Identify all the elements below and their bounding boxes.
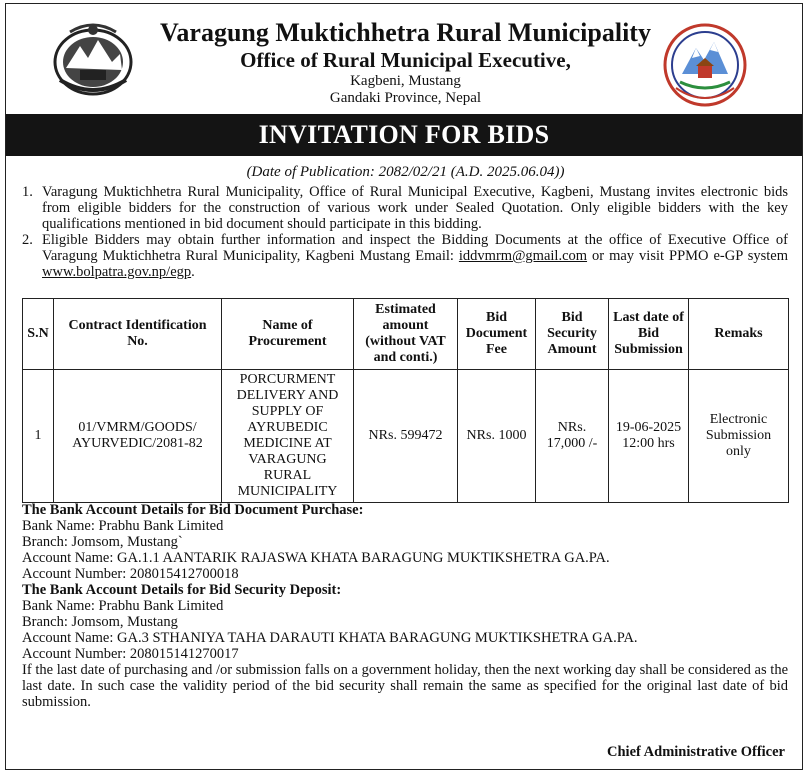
purchase-heading: The Bank Account Details for Bid Document Purchase: (22, 502, 364, 518)
cell-bid-fee: NRs. 1000 (458, 370, 536, 503)
purchase-account-name: Account Name: GA.1.1 AANTARIK RAJASWA KHATA BARAGUNG MUKTIKSHETRA GA.PA. (22, 550, 610, 566)
cell-sn: 1 (23, 370, 54, 503)
purchase-account-number: Account Number: 208015412700018 (22, 566, 239, 582)
table-header-row (23, 299, 789, 370)
table-row (23, 370, 789, 503)
notice-header (0, 0, 811, 112)
cell-bid-security: NRs. 17,000 /- (536, 370, 609, 503)
header-last-date: Last date of Bid Submission (609, 299, 689, 370)
bank-details (22, 502, 788, 710)
cell-estimated-amount: NRs. 599472 (354, 370, 458, 503)
cell-procurement: PORCURMENT DELIVERY AND SUPPLY OF AYRUBEDIC MEDICINE AT VARAGUNG RURAL MUNICIPALITY (222, 370, 354, 503)
header-bid-security: Bid Security Amount (536, 299, 609, 370)
header-sn: S.N (23, 299, 54, 370)
deposit-branch: Branch: Jomsom, Mustang (22, 614, 178, 630)
website-link[interactable]: www.bolpatra.gov.np/egp (42, 264, 192, 280)
deposit-account-name: Account Name: GA.3 STHANIYA TAHA DARAUTI KHATA BARAGUNG MUKTIKSHETRA GA.PA. (22, 630, 638, 646)
municipality-name: Varagung Muktichhetra Rural Municipality (160, 18, 651, 47)
purchase-bank-name: Bank Name: Prabhu Bank Limited (22, 518, 224, 534)
item-number: 2. (22, 232, 33, 248)
notice-items (22, 184, 788, 280)
signature: Chief Administrative Officer (607, 744, 785, 760)
publication-date: (Date of Publication: 2082/02/21 (A.D. 2025.06.04)) (246, 164, 565, 180)
header-remarks: Remaks (689, 299, 789, 370)
item-text: Varagung Muktichhetra Rural Municipality, Office of Rural Municipal Executive, Kagbeni, Mustang invites electronic bids from eligible bidders for the construction of various work under Sealed Quotation. Only eligible bidders with the key qualifications mentioned in bid document should participate in this bidding. (42, 184, 788, 232)
email-link[interactable]: iddvmrm@gmail.com (458, 248, 588, 264)
cell-remarks: Electronic Submission only (689, 370, 789, 503)
office-name: Office of Rural Municipal Executive, (240, 48, 571, 72)
cell-last-date: 19-06-2025 12:00 hrs (609, 370, 689, 503)
item-text: or may visit PPMO e-GP system (587, 248, 789, 264)
deposit-account-number: Account Number: 208015141270017 (22, 646, 239, 662)
purchase-branch: Branch: Jomsom, Mustang` (22, 534, 183, 550)
cell-contract-id: 01/VMRM/GOODS/ AYURVEDIC/2081-82 (54, 370, 222, 503)
invitation-banner: INVITATION FOR BIDS (6, 114, 802, 156)
header-procurement: Name of Procurement (222, 299, 354, 370)
municipality-logo-icon (662, 22, 748, 108)
item-text: . (191, 264, 195, 280)
deposit-bank-name: Bank Name: Prabhu Bank Limited (22, 598, 224, 614)
deposit-heading: The Bank Account Details for Bid Security Deposit: (22, 582, 342, 598)
item-text: Eligible Bidders may obtain further information and inspect the Bidding Documents at the office of Executive Office of Varagung Muktichhetra Rural Municipality, Kagbeni Mustang Email: (42, 232, 788, 264)
office-location: Kagbeni, Mustang (350, 73, 461, 89)
item-number: 1. (22, 184, 33, 200)
header-estimated-amount: Estimated amount (without VAT and conti.) (354, 299, 458, 370)
holiday-note: If the last date of purchasing and /or submission falls on a government holiday, then the next working day shall be considered as the last date. In such case the validity period of the bid security shall remain the same as specified for the original last date of bid submission. (22, 662, 788, 710)
office-province: Gandaki Province, Nepal (329, 90, 482, 106)
bids-table (22, 298, 789, 503)
notice-item-1 (22, 184, 788, 232)
header-contract-id: Contract Identification No. (54, 299, 222, 370)
notice-item-2 (22, 232, 788, 280)
header-bid-fee: Bid Document Fee (458, 299, 536, 370)
